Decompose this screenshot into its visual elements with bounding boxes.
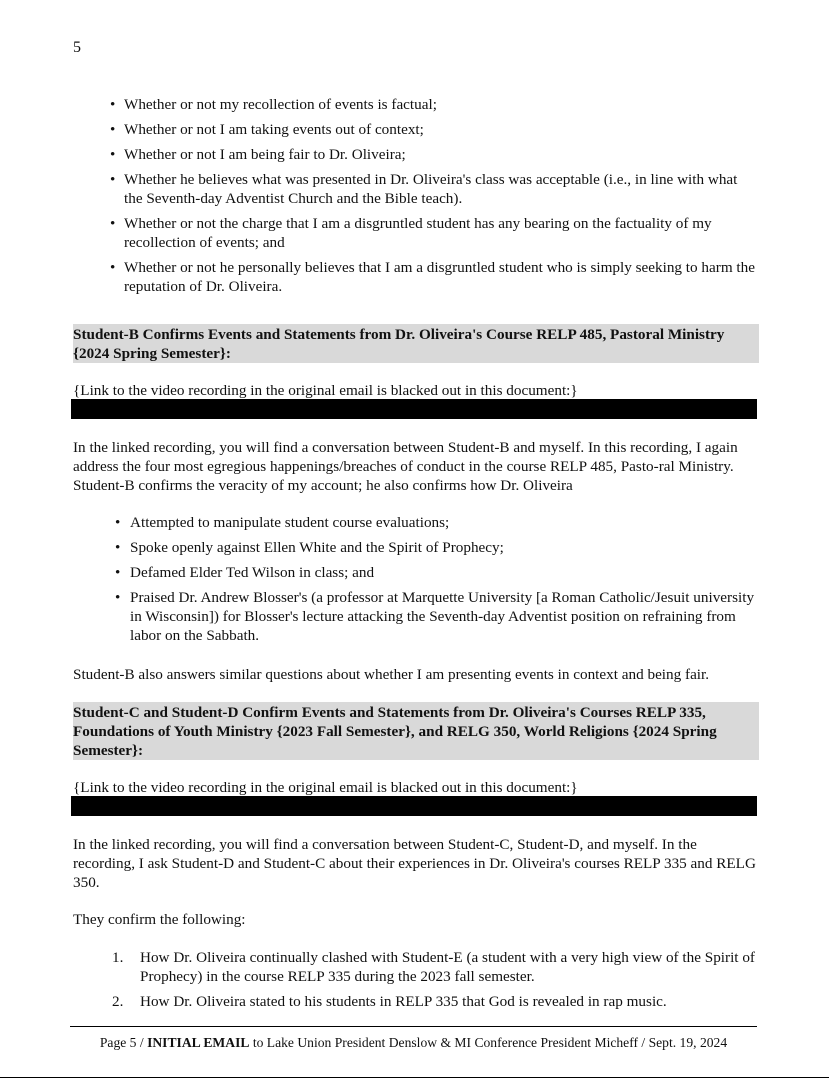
redacted-link-bar — [71, 796, 757, 816]
section-b-heading: Student-B Confirms Events and Statements from Dr. Oliveira's Course RELP 485, Pastoral Ministry {2024 Spring Semester}: — [73, 324, 759, 363]
redacted-link-bar — [71, 399, 757, 419]
list-item: • Whether or not I am taking events out of context; — [73, 120, 757, 139]
footer-rule — [70, 1026, 757, 1027]
list-item: • Defamed Elder Ted Wilson in class; and — [73, 563, 757, 582]
list-item: • Praised Dr. Andrew Blosser's (a professor at Marquette University [a Roman Catholic/Jesuit university in Wisconsin]) for Blosser's lecture attacking the Seventh-day Adventist position on refraining from labor on the Sabbath. — [73, 588, 757, 645]
section-b-bullet-list — [73, 513, 757, 651]
intro-bullet-list — [73, 95, 757, 302]
list-item: • Attempted to manipulate student course evaluations; — [73, 513, 757, 532]
list-item: • Whether he believes what was presented in Dr. Oliveira's class was acceptable (i.e., in line with what the Seventh-day Adventist Church and the Bible teach). — [73, 170, 757, 208]
confirm-numbered-list — [73, 948, 757, 1017]
section-cd-heading: Student-C and Student-D Confirm Events and Statements from Dr. Oliveira's Courses RELP 335, Foundations of Youth Ministry {2023 Fall Semester}, and RELG 350, World Religions {2024 Spring Semester}: — [73, 702, 759, 760]
section-b-paragraph: In the linked recording, you will find a conversation between Student-B and myself. In this recording, I again address the four most egregious happenings/breaches of conduct in the course RELP 485, Pasto-ral Ministry. Student-B confirms the veracity of my account; he also confirms how Dr. Oliveira — [73, 439, 738, 494]
section-cd-link-note: {Link to the video recording in the original email is blacked out in this document:} — [73, 779, 578, 796]
bottom-rule — [0, 1077, 829, 1078]
footer-prefix: Page 5 / — [99, 1035, 148, 1050]
list-item: • Whether or not my recollection of events is factual; — [73, 95, 757, 114]
list-item — [73, 992, 757, 1011]
list-number: 2. — [112, 993, 124, 1010]
list-item — [73, 948, 757, 986]
list-text: How Dr. Oliveira stated to his students in RELP 335 that God is revealed in rap music. — [140, 993, 667, 1010]
section-b-link-note: {Link to the video recording in the original email is blacked out in this document:} — [73, 382, 578, 399]
confirm-intro: They confirm the following: — [73, 911, 246, 928]
page-footer — [70, 1033, 757, 1052]
list-number: 1. — [112, 949, 124, 966]
section-b-closing: Student-B also answers similar questions about whether I am presenting events in context and being fair. — [73, 666, 710, 683]
list-item: • Whether or not I am being fair to Dr. Oliveira; — [73, 145, 757, 164]
list-item: • Spoke openly against Ellen White and the Spirit of Prophecy; — [73, 538, 757, 557]
list-text: How Dr. Oliveira continually clashed with Student-E (a student with a very high view of the Spirit of Prophecy) in the course RELP 335 during the 2023 fall semester. — [140, 949, 755, 985]
footer-bold: INITIAL EMAIL — [147, 1035, 250, 1050]
footer-suffix: to Lake Union President Denslow & MI Conference President Micheff / Sept. 19, 2024 — [249, 1035, 728, 1050]
list-item: • Whether or not the charge that I am a disgruntled student has any bearing on the factuality of my recollection of events; and — [73, 214, 757, 252]
page-number: 5 — [73, 39, 81, 56]
list-item: • Whether or not he personally believes that I am a disgruntled student who is simply seeking to harm the reputation of Dr. Oliveira. — [73, 258, 757, 296]
section-cd-paragraph: In the linked recording, you will find a conversation between Student-C, Student-D, and myself. In the recording, I ask Student-D and Student-C about their experiences in Dr. Oliveira's courses RELP 335 and RELG 350. — [73, 836, 756, 891]
